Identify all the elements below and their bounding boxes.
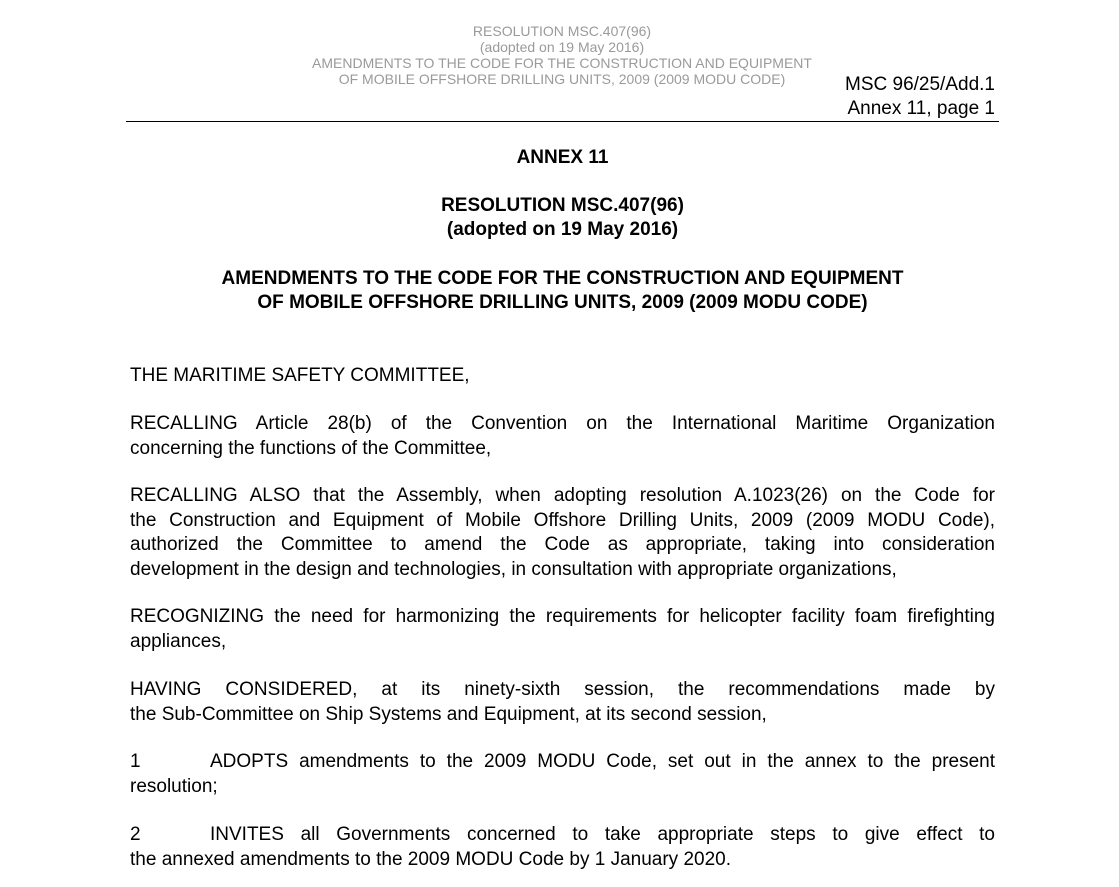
paragraph-line: THE MARITIME SAFETY COMMITTEE,	[130, 365, 470, 386]
operative-paragraph-2	[130, 823, 995, 872]
paragraph-line	[130, 750, 995, 775]
resolution-heading	[126, 194, 999, 242]
subject-line: OF MOBILE OFFSHORE DRILLING UNITS, 2009 (2009 MODU CODE)	[257, 292, 868, 313]
paragraph-line: development in the design and technologies, in consultation with appropriate organizations,	[130, 558, 897, 580]
recognizing-paragraph	[130, 605, 995, 654]
document-reference	[845, 73, 995, 121]
running-header	[232, 23, 892, 87]
paragraph-line: RECALLING ALSO that the Assembly, when adopting resolution A.1023(26) on the Code for	[130, 485, 995, 506]
having-considered-paragraph	[130, 678, 995, 727]
paragraph-line: authorized the Committee to amend the Code as appropriate, taking into consideration	[130, 534, 995, 555]
recalling-also-paragraph	[130, 484, 995, 582]
annex-title-text: ANNEX 11	[516, 147, 609, 168]
resolution-subject	[126, 267, 999, 315]
paragraph-line: HAVING CONSIDERED, at its ninety-sixth session, the recommendations made by	[130, 679, 995, 700]
paragraph-text: INVITES all Governments concerned to take appropriate steps to give effect to	[210, 824, 995, 845]
doc-ref: MSC 96/25/Add.1	[845, 74, 995, 95]
running-header-line: AMENDMENTS TO THE CODE FOR THE CONSTRUCTION AND EQUIPMENT	[312, 55, 812, 71]
paragraph-line: the annexed amendments to the 2009 MODU Code by 1 January 2020.	[130, 848, 731, 870]
operative-paragraph-1	[130, 750, 995, 799]
page-ref: Annex 11, page 1	[847, 98, 995, 119]
header-divider	[126, 121, 999, 122]
recalling-paragraph	[130, 412, 995, 461]
paragraph-number: 2	[130, 824, 141, 845]
paragraph-line: resolution;	[130, 775, 218, 797]
paragraph-line: concerning the functions of the Committee,	[130, 437, 492, 459]
paragraph-line: the Construction and Equipment of Mobile Offshore Drilling Units, 2009 (2009 MODU Code),	[130, 509, 995, 531]
resolution-adopted: (adopted on 19 May 2016)	[446, 219, 679, 240]
running-header-line: (adopted on 19 May 2016)	[479, 39, 645, 55]
running-header-line: RESOLUTION MSC.407(96)	[472, 23, 652, 39]
paragraph-number: 1	[130, 751, 141, 772]
paragraph-line: RECALLING Article 28(b) of the Convention on the International Maritime Organization	[130, 413, 995, 434]
paragraph-text: ADOPTS amendments to the 2009 MODU Code, set out in the annex to the present	[210, 751, 995, 772]
opening-paragraph	[130, 364, 995, 389]
subject-line: AMENDMENTS TO THE CODE FOR THE CONSTRUCTION AND EQUIPMENT	[221, 268, 904, 289]
paragraph-line: appliances,	[130, 630, 227, 652]
paragraph-line: RECOGNIZING the need for harmonizing the requirements for helicopter facility foam firefighting	[130, 606, 995, 627]
paragraph-line	[130, 823, 995, 848]
annex-title	[126, 146, 999, 170]
running-header-line: OF MOBILE OFFSHORE DRILLING UNITS, 2009 (2009 MODU CODE)	[338, 71, 786, 87]
resolution-number: RESOLUTION MSC.407(96)	[441, 195, 684, 216]
paragraph-line: the Sub-Committee on Ship Systems and Equipment, at its second session,	[130, 703, 767, 725]
